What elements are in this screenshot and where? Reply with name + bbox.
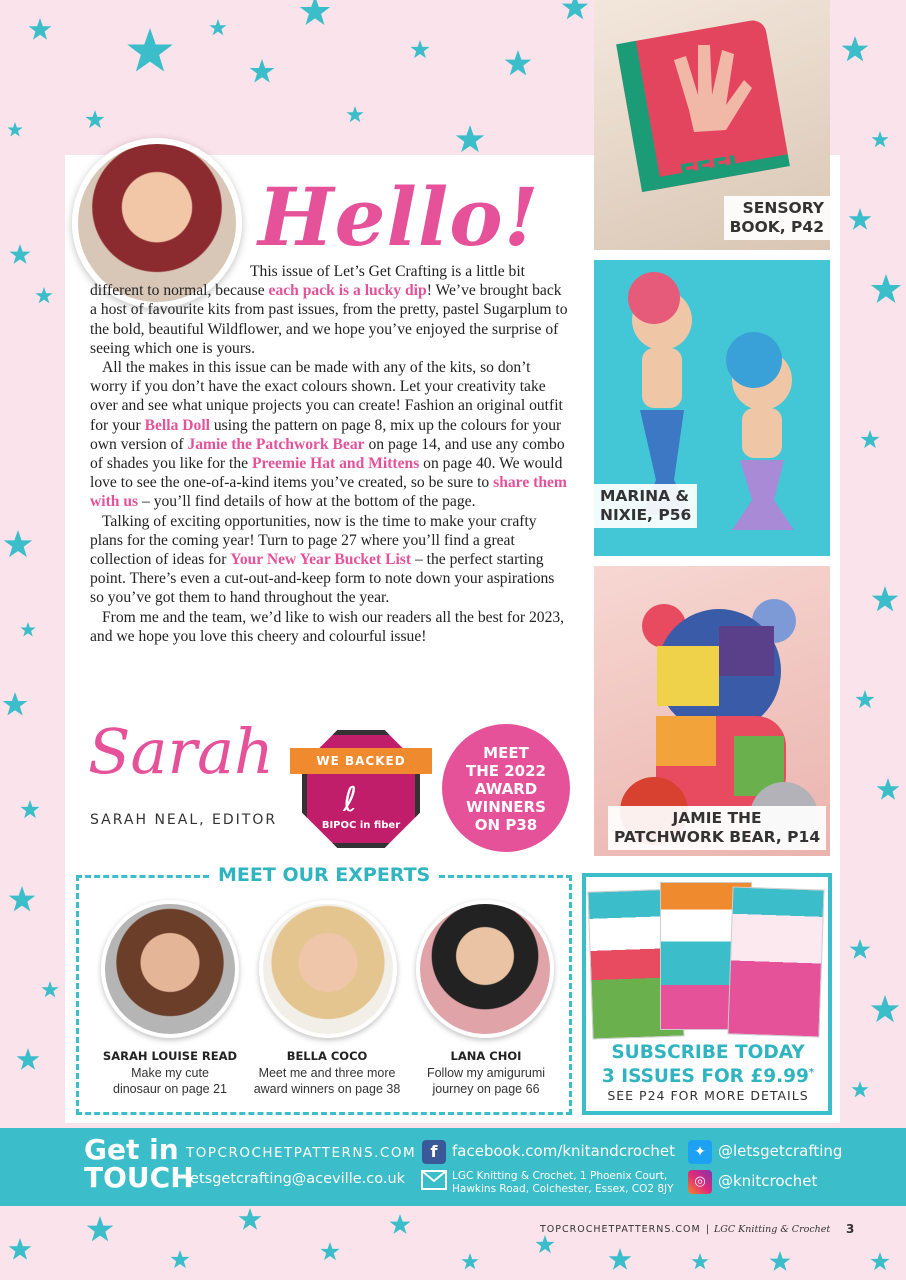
letter-text: This issue of Let’s Get Crafting is a little bit different to normal, because bbox=[90, 263, 526, 300]
footer-publication: LGC Knitting & Crochet bbox=[714, 1224, 831, 1235]
highlighted-reference: Bella Doll bbox=[144, 416, 210, 434]
instagram-icon: ◎ bbox=[688, 1170, 712, 1194]
page-number: 3 bbox=[846, 1222, 855, 1236]
expert-description: Make my cute dinosaur on page 21 bbox=[113, 1066, 227, 1096]
magazine-covers-image bbox=[590, 882, 824, 1032]
bipoc-logo-icon: ℓ bbox=[343, 780, 358, 820]
award-line: ON P38 bbox=[474, 816, 538, 834]
mermaid-dolls-image bbox=[594, 260, 830, 556]
magazine-cover bbox=[727, 886, 824, 1037]
page-title: Hello! bbox=[258, 170, 540, 264]
mail-icon bbox=[421, 1170, 447, 1190]
get-in-touch-heading: Get in TOUCH bbox=[84, 1133, 194, 1194]
letter-text: using the pattern on page 8, mix up the colours for your own version of bbox=[90, 416, 562, 453]
expert-photo-lana bbox=[416, 900, 554, 1038]
award-line: THE 2022 bbox=[465, 762, 546, 780]
letter-text: Talking of exciting opportunities, now is the time to make your crafty plans for the coming year! Turn to page 27 where you’ll find a great collection of ideas for bbox=[90, 512, 537, 569]
letter-paragraph bbox=[90, 608, 570, 646]
letter-paragraph bbox=[90, 512, 570, 608]
letter-text: All the makes in this issue can be made with any of the kits, so don’t worry if you don’t have the exact colours shown. Let your creativity take over and see what unique projects you can create! Fashion an original outfit for your bbox=[90, 359, 563, 434]
letter-text: – the perfect starting point. There’s even a cut-out-and-keep form to note down your aspirations so you’ve got them to hand throughout the year. bbox=[90, 551, 555, 607]
postal-address: LGC Knitting & Crochet, 1 Phoenix Court, Hawkins Road, Colchester, Essex, CO2 8JY bbox=[452, 1170, 674, 1195]
sensory-book-image bbox=[594, 0, 830, 250]
expert-photo-sarah bbox=[101, 900, 239, 1038]
image-caption: JAMIE THE PATCHWORK BEAR, P14 bbox=[608, 806, 826, 850]
image-caption: SENSORY BOOK, P42 bbox=[724, 196, 830, 240]
patchwork-bear-image bbox=[594, 566, 830, 856]
footer-site: TOPCROCHETPATTERNS.COM bbox=[540, 1224, 701, 1235]
email-link[interactable]: letsgetcrafting@aceville.co.uk bbox=[186, 1171, 406, 1187]
instagram-link[interactable]: @knitcrochet bbox=[718, 1172, 818, 1190]
award-winners-callout bbox=[442, 724, 570, 852]
letter-text: – you’ll find details of how at the bottom of the page. bbox=[138, 493, 476, 511]
expert-description: Meet me and three more award winners on page 38 bbox=[253, 1066, 401, 1096]
expert-name: LANA CHOI bbox=[450, 1049, 522, 1063]
expert-name: SARAH LOUISE READ bbox=[102, 1049, 238, 1063]
award-line: MEET bbox=[483, 744, 529, 762]
expert-description: Follow my amigurumi journey on page 66 bbox=[426, 1066, 546, 1096]
letter-paragraph bbox=[90, 262, 570, 358]
letter-paragraph bbox=[90, 358, 570, 512]
subscribe-title[interactable]: SUBSCRIBE TODAY 3 ISSUES FOR £9.99* bbox=[601, 1042, 815, 1088]
website-link[interactable]: TOPCROCHETPATTERNS.COM bbox=[186, 1145, 417, 1161]
editor-signature: Sarah bbox=[88, 715, 274, 788]
facebook-icon: f bbox=[422, 1140, 446, 1164]
expert-photo-bella bbox=[259, 900, 397, 1038]
highlighted-reference: Preemie Hat and Mittens bbox=[251, 455, 420, 473]
image-caption: MARINA & NIXIE, P56 bbox=[594, 484, 697, 528]
footer-separator: | bbox=[706, 1224, 710, 1235]
twitter-icon: ✦ bbox=[688, 1140, 712, 1164]
letter-text: ! We’ve brought back a host of favourite kits from past issues, from the pretty, pastel Sugarplum to the bold, beautiful Wildflower, and we hope you’ve enjoyed the surprise of seeing which one is yours. bbox=[90, 282, 568, 357]
badge-subtitle: BIPOC in fiber bbox=[321, 820, 401, 831]
experts-title: MEET OUR EXPERTS bbox=[210, 864, 438, 886]
badge-ribbon: WE BACKED bbox=[290, 748, 432, 774]
svg-text:FEEL: FEEL bbox=[677, 149, 747, 188]
editor-name: SARAH NEAL, EDITOR bbox=[90, 812, 278, 828]
twitter-link[interactable]: @letsgetcrafting bbox=[718, 1142, 843, 1160]
highlighted-reference: share them with us bbox=[90, 474, 567, 511]
facebook-link[interactable]: facebook.com/knitandcrochet bbox=[452, 1142, 675, 1160]
expert-name: BELLA COCO bbox=[286, 1049, 368, 1063]
editor-letter bbox=[90, 262, 570, 646]
highlighted-reference: Jamie the Patchwork Bear bbox=[187, 435, 365, 453]
letter-text: on page 14, and use any combo of shades you like for the bbox=[90, 435, 565, 473]
highlighted-reference: each pack is a lucky dip bbox=[268, 282, 427, 300]
award-line: WINNERS bbox=[466, 798, 546, 816]
letter-text: on page 40. We would love to see the one-of-a-kind items you’ve created, so be sure to bbox=[90, 455, 563, 492]
letter-text: From me and the team, we’d like to wish our readers all the best for 2023, and we hope you love this cheery and colourful issue! bbox=[90, 608, 565, 645]
subscribe-details: SEE P24 FOR MORE DETAILS bbox=[607, 1088, 809, 1103]
highlighted-reference: Your New Year Bucket List bbox=[230, 551, 412, 569]
award-line: AWARD bbox=[474, 780, 538, 798]
